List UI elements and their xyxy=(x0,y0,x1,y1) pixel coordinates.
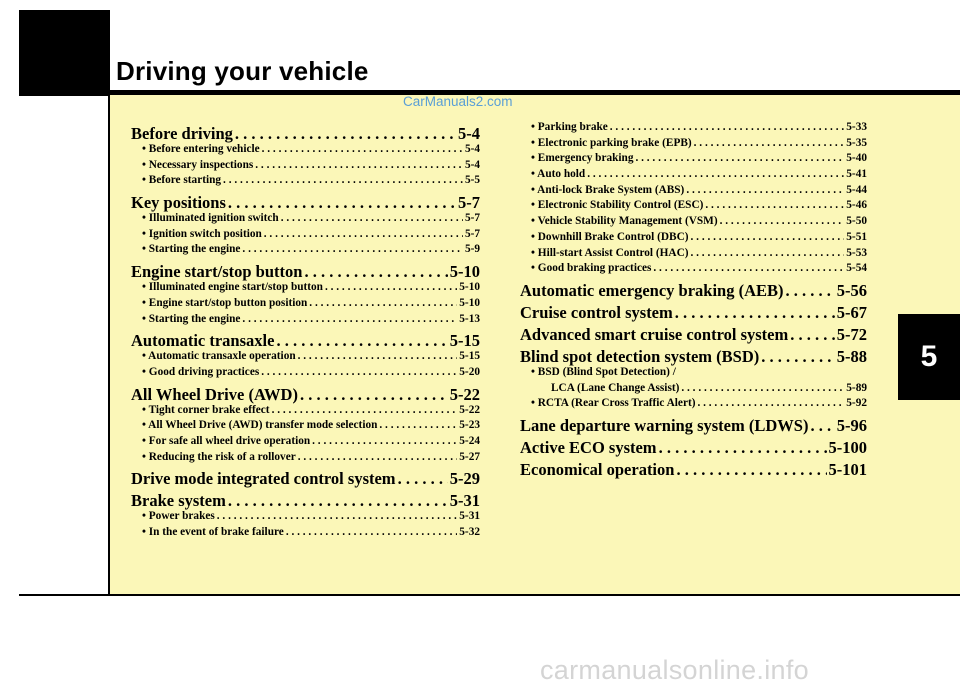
toc-entry-label: Automatic emergency braking (AEB) xyxy=(520,280,784,300)
toc-heading-entry[interactable] xyxy=(131,262,480,281)
toc-subentry[interactable] xyxy=(131,297,480,313)
toc-entry-label: LCA (Lane Change Assist) xyxy=(551,381,680,394)
toc-page-number: 5-9 xyxy=(464,243,480,256)
toc-page-number: 5-7 xyxy=(464,212,480,225)
toc-entry-label: Brake system xyxy=(131,491,226,511)
toc-subentry[interactable] xyxy=(131,159,480,175)
dot-leader xyxy=(697,397,844,409)
dot-leader xyxy=(228,491,448,510)
toc-page-number: 5-96 xyxy=(836,415,867,435)
toc-subentry[interactable] xyxy=(520,397,867,413)
toc-page-number: 5-4 xyxy=(458,124,480,143)
dot-leader xyxy=(276,331,447,350)
toc-entry-label: • Good braking practices xyxy=(531,262,652,275)
toc-entry-label: • Electronic Stability Control (ESC) xyxy=(531,199,704,212)
dot-leader xyxy=(691,247,845,259)
toc-subentry[interactable] xyxy=(520,262,867,278)
toc-heading-entry[interactable] xyxy=(520,438,867,457)
toc-heading-entry[interactable] xyxy=(520,347,867,366)
toc-subentry[interactable] xyxy=(520,215,867,231)
toc-page-number: 5-13 xyxy=(459,312,480,325)
dot-leader xyxy=(228,193,456,212)
dot-leader xyxy=(398,469,448,488)
toc-entry-label: Drive mode integrated control system xyxy=(131,469,396,489)
toc-entry-label: Economical operation xyxy=(520,459,675,479)
toc-entry-label: Blind spot detection system (BSD) xyxy=(520,346,760,366)
toc-page-number: 5-46 xyxy=(846,199,867,212)
dot-leader xyxy=(312,435,457,447)
toc-page-number: 5-7 xyxy=(464,227,480,240)
toc-page-number: 5-22 xyxy=(449,384,480,404)
toc-subentry[interactable]: • BSD (Blind Spot Detection) / xyxy=(531,365,676,378)
dot-leader xyxy=(286,526,457,538)
toc-entry-label: Advanced smart cruise control system xyxy=(520,324,789,344)
dot-leader xyxy=(300,385,448,404)
toc-page-number: 5-31 xyxy=(459,510,480,523)
toc-subentry[interactable] xyxy=(131,243,480,259)
toc-entry-label: • Vehicle Stability Management (VSM) xyxy=(531,215,718,228)
toc-entry-label: All Wheel Drive (AWD) xyxy=(131,384,298,404)
toc-heading-entry[interactable] xyxy=(131,469,480,488)
toc-page-number: 5-41 xyxy=(846,168,867,181)
toc-page-number: 5-27 xyxy=(459,450,480,463)
toc-page-number: 5-35 xyxy=(846,136,867,149)
toc-entry-label: Before driving xyxy=(131,124,233,143)
toc-entry-label: • Auto hold xyxy=(531,168,586,181)
toc-page-number: 5-22 xyxy=(459,403,480,416)
toc-heading-entry[interactable] xyxy=(131,193,480,212)
toc-subentry[interactable] xyxy=(131,435,480,451)
toc-subentry[interactable] xyxy=(131,510,480,526)
toc-column-right xyxy=(520,121,867,479)
toc-heading-entry[interactable] xyxy=(520,303,867,322)
toc-subentry[interactable] xyxy=(520,247,867,263)
dot-leader xyxy=(686,184,844,196)
dot-leader xyxy=(223,174,463,186)
dot-leader xyxy=(694,137,845,149)
chapter-header-block xyxy=(19,10,108,96)
dot-leader xyxy=(379,419,457,431)
toc-page-number: 5-53 xyxy=(846,246,867,259)
toc-heading-entry[interactable] xyxy=(131,385,480,404)
toc-heading-entry[interactable] xyxy=(131,491,480,510)
toc-page-number: 5-4 xyxy=(464,143,480,155)
dot-leader xyxy=(235,124,456,143)
toc-entry-label: Key positions xyxy=(131,193,226,213)
chapter-number: 5 xyxy=(920,340,938,373)
toc-page-number: 5-7 xyxy=(458,193,480,213)
toc-subentry[interactable] xyxy=(131,313,480,329)
toc-entry-label: • All Wheel Drive (AWD) transfer mode selection xyxy=(142,419,378,432)
toc-entry-label: • RCTA (Rear Cross Traffic Alert) xyxy=(531,397,696,410)
toc-subentry[interactable] xyxy=(131,366,480,382)
toc-page-number: 5-4 xyxy=(464,158,480,171)
toc-page-number: 5-92 xyxy=(846,397,867,410)
dot-leader xyxy=(272,404,458,416)
toc-page-number: 5-56 xyxy=(836,280,867,300)
toc-subentry[interactable] xyxy=(520,184,867,200)
toc-subentry[interactable] xyxy=(520,231,867,247)
toc-entry-label: • Necessary inspections xyxy=(142,158,254,171)
toc-subentry[interactable] xyxy=(131,212,480,228)
toc-entry-label: • Engine start/stop button position xyxy=(142,296,308,309)
toc-heading-entry[interactable] xyxy=(520,416,867,435)
toc-page-number: 5-44 xyxy=(846,183,867,196)
toc-subentry[interactable] xyxy=(520,168,867,184)
toc-entry-label: • In the event of brake failure xyxy=(142,526,284,538)
toc-subentry[interactable] xyxy=(520,121,867,137)
dot-leader xyxy=(587,168,844,180)
toc-entry-label: • Electronic parking brake (EPB) xyxy=(531,136,692,149)
dot-leader xyxy=(304,262,447,281)
toc-entry-label: • For safe all wheel drive operation xyxy=(142,434,311,447)
toc-page-number: 5-15 xyxy=(449,331,480,351)
chapter-tab[interactable] xyxy=(898,314,960,400)
toc-subentry[interactable] xyxy=(131,228,480,244)
toc-entry-label: Cruise control system xyxy=(520,302,673,322)
toc-column-left xyxy=(131,121,480,542)
toc-page-number: 5-23 xyxy=(459,419,480,432)
dot-leader xyxy=(675,303,835,322)
dot-leader xyxy=(298,451,458,463)
dot-leader xyxy=(653,262,844,274)
toc-page-number: 5-54 xyxy=(846,262,867,275)
toc-entry-label: Engine start/stop button xyxy=(131,262,303,282)
toc-page-number: 5-88 xyxy=(836,346,867,366)
page-title: Driving your vehicle xyxy=(116,56,369,86)
toc-entry-label: • Reducing the risk of a rollover xyxy=(142,450,296,463)
toc-page-number: 5-72 xyxy=(836,324,867,344)
toc-page-number: 5-15 xyxy=(459,350,480,363)
toc-heading-entry[interactable] xyxy=(520,325,867,344)
toc-subentry[interactable] xyxy=(131,143,480,159)
toc-subentry[interactable] xyxy=(131,419,480,435)
toc-page-number: 5-29 xyxy=(449,469,480,489)
toc-heading-entry[interactable] xyxy=(520,460,867,479)
dot-leader xyxy=(281,212,463,224)
toc-entry-label: • Power brakes xyxy=(142,510,215,523)
toc-entry-label: • Illuminated engine start/stop button xyxy=(142,281,323,294)
dot-leader xyxy=(705,199,844,211)
toc-entry-label: • Anti-lock Brake System (ABS) xyxy=(531,183,685,196)
toc-entry-label: Active ECO system xyxy=(520,437,657,457)
toc-heading-entry[interactable] xyxy=(520,281,867,300)
toc-page-number: 5-50 xyxy=(846,215,867,228)
toc-page-number: 5-32 xyxy=(459,526,480,538)
dot-leader xyxy=(325,281,457,293)
toc-page-number: 5-31 xyxy=(449,491,480,511)
toc-subentry[interactable] xyxy=(520,199,867,215)
toc-entry-label: • Illuminated ignition switch xyxy=(142,212,279,225)
toc-page-number: 5-5 xyxy=(464,174,480,187)
toc-subentry[interactable] xyxy=(131,281,480,297)
dot-leader xyxy=(262,143,463,155)
dot-leader xyxy=(255,159,463,171)
toc-entry-label: • Ignition switch position xyxy=(142,227,262,240)
margin-divider xyxy=(108,10,110,594)
toc-entry-label: • Tight corner brake effect xyxy=(142,403,270,416)
toc-page-number: 5-24 xyxy=(459,434,480,447)
dot-leader xyxy=(635,152,844,164)
footer-watermark: carmanualsonline.info xyxy=(540,655,809,685)
toc-entry-label: • Starting the engine xyxy=(142,243,241,256)
toc-subentry[interactable] xyxy=(520,382,867,398)
toc-page-number: 5-10 xyxy=(459,296,480,309)
toc-subentry[interactable] xyxy=(131,404,480,420)
toc-page-number: 5-67 xyxy=(836,302,867,322)
toc-page-number: 5-10 xyxy=(449,262,480,282)
toc-page-number: 5-40 xyxy=(846,152,867,165)
toc-entry-label: • Hill-start Assist Control (HAC) xyxy=(531,246,689,259)
toc-subentry[interactable] xyxy=(131,526,480,542)
toc-heading-entry[interactable] xyxy=(131,124,480,143)
dot-leader xyxy=(242,243,463,255)
toc-page-number: 5-20 xyxy=(459,365,480,378)
dot-leader xyxy=(309,297,457,309)
toc-entry-label: • Before entering vehicle xyxy=(142,143,260,155)
toc-entry-label: • Before starting xyxy=(142,174,222,187)
bottom-rule xyxy=(19,594,960,596)
dot-leader xyxy=(761,347,834,366)
toc-entry-label: • Downhill Brake Control (DBC) xyxy=(531,230,689,243)
dot-leader xyxy=(659,438,827,457)
dot-leader xyxy=(810,416,834,435)
toc-page-number: 5-10 xyxy=(459,281,480,294)
watermark: CarManuals2.com xyxy=(403,94,513,109)
dot-leader xyxy=(217,510,458,522)
toc-page-number: 5-33 xyxy=(846,121,867,133)
dot-leader xyxy=(790,325,835,344)
toc-page-number: 5-89 xyxy=(846,381,867,394)
dot-leader xyxy=(720,215,845,227)
toc-heading-entry[interactable] xyxy=(131,331,480,350)
toc-entry-label: • Starting the engine xyxy=(142,312,241,325)
toc-page-number: 5-51 xyxy=(846,230,867,243)
dot-leader xyxy=(681,382,844,394)
toc-entry-label: Automatic transaxle xyxy=(131,331,275,351)
toc-entry-label: • Automatic transaxle operation xyxy=(142,350,296,363)
toc-subentry[interactable] xyxy=(131,174,480,190)
toc-entry-label: • Parking brake xyxy=(531,121,608,133)
toc-subentry[interactable] xyxy=(131,451,480,467)
toc-page-number: 5-100 xyxy=(828,437,867,457)
toc-page-number: 5-101 xyxy=(828,459,867,479)
dot-leader xyxy=(298,350,458,362)
toc-entry-label: • Emergency braking xyxy=(531,152,634,165)
toc-subentry[interactable] xyxy=(520,137,867,153)
dot-leader xyxy=(691,231,845,243)
dot-leader xyxy=(676,460,826,479)
dot-leader xyxy=(264,228,463,240)
toc-subentry[interactable] xyxy=(131,350,480,366)
dot-leader xyxy=(786,281,835,300)
dot-leader xyxy=(242,313,457,325)
toc-entry-label: Lane departure warning system (LDWS) xyxy=(520,415,809,435)
dot-leader xyxy=(261,366,457,378)
toc-entry-label: • Good driving practices xyxy=(142,365,260,378)
dot-leader xyxy=(610,121,845,133)
toc-subentry[interactable] xyxy=(520,152,867,168)
